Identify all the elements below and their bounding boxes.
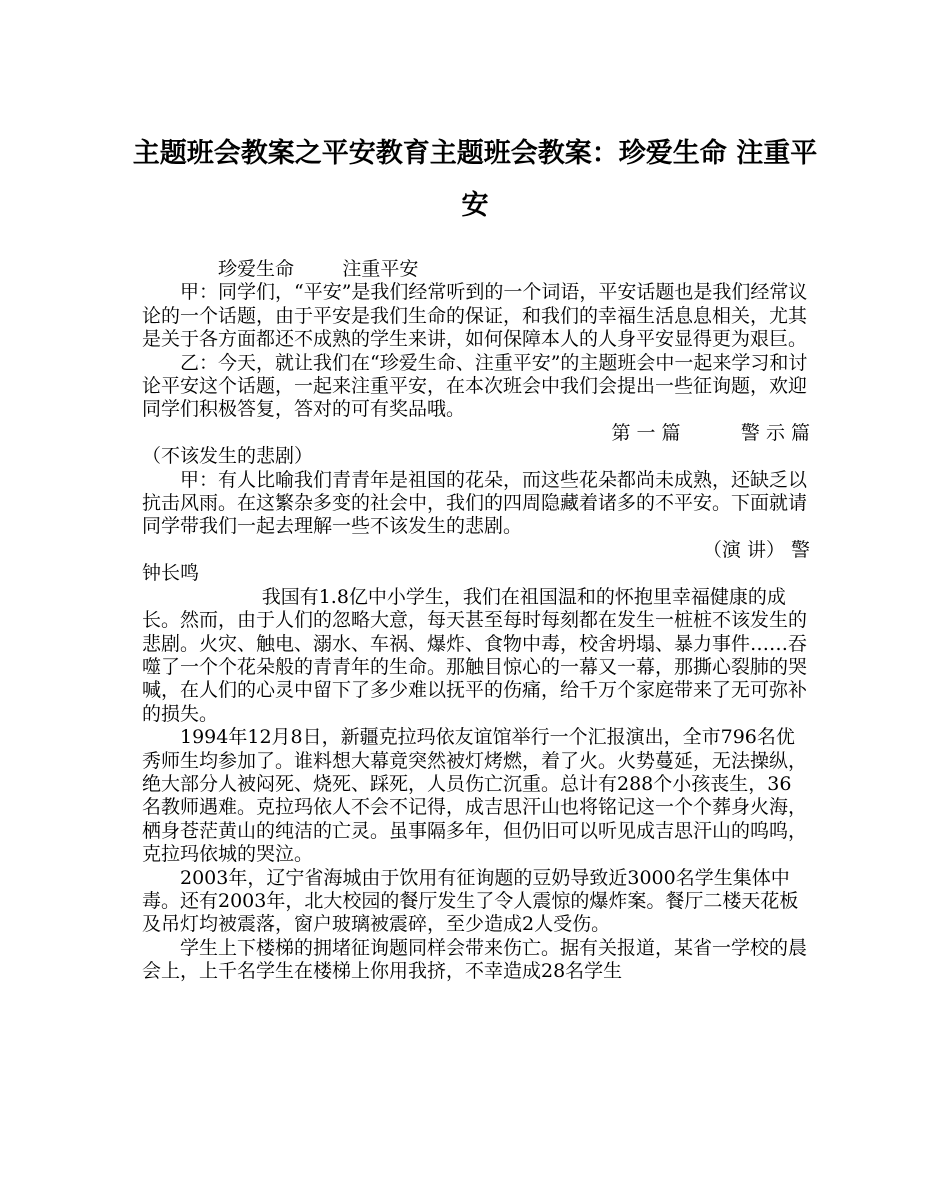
paragraph-intro-a: 甲：同学们，“平安”是我们经常听到的一个词语，平安话题也是我们经常议论的一个话题，由于平安是我们生命的保证，和我们的幸福生活息息相关，尤其是关于各方面都还不成熟的学生来讲，如何保障本人的人身平安显得更为艰巨。 [142, 281, 808, 351]
paragraph-karamay-fire: 1994年12月8日，新疆克拉玛依友谊馆举行一个汇报演出，全市796名优秀师生均参加了。谁料想大幕竟突然被灯烤燃，着了火。火势蔓延，无法操纵，绝大部分人被闷死、烧死、踩死，人员伤亡沉重。总计有288个小孩丧生，36名教师遇难。克拉玛依人不会不记得，成吉思汗山也将铭记这一个个葬身火海，栖身苍茫黄山的纯洁的亡灵。虽事隔多年，但仍旧可以听见成吉思汗山的呜呜，克拉玛依城的哭泣。 [142, 726, 808, 866]
speech-label: （演 讲） 警 [702, 538, 810, 561]
paragraph-speech-opening: 我国有1.8亿中小学生，我们在祖国温和的怀抱里幸福健康的成长。然而，由于人们的忽略大意，每天甚至每时每刻都在发生一桩桩不该发生的悲剧。火灾、触电、溺水、车祸、爆炸、食物中毒，校舍坍塌、暴力事件……吞噬了一个个花朵般的青青年的生命。那触目惊心的一幕又一幕，那撕心裂肺的哭喊，在人们的心灵中留下了多少难以抚平的伤痛，给千万个家庭带来了无可弥补的损失。 [142, 585, 808, 725]
paragraph-poisoning-explosion: 2003年，辽宁省海城由于饮用有征询题的豆奶导致近3000名学生集体中毒。还有2003年，北大校园的餐厅发生了令人震惊的爆炸案。餐厅二楼天花板及吊灯均被震落，窗户玻璃被震碎，至少造成2人受伤。 [142, 866, 799, 936]
subtitle: 珍爱生命 注重平安 [218, 258, 419, 280]
paragraph-intro-b: 乙：今天，就让我们在“珍爱生命、注重平安”的主题班会中一起来学习和讨论平安这个话题，一起来注重平安，在本次班会中我们会提出一些征询题，欢迎同学们积极答复，答对的可有奖品哦。 [142, 351, 808, 421]
paragraph-section-intro: 甲：有人比喻我们青青年是祖国的花朵，而这些花朵都尚未成熟，还缺乏以抗击风雨。在这繁杂多变的社会中，我们的四周隐藏着诸多的不平安。下面就请同学带我们一起去理解一些不该发生的悲剧。 [142, 468, 808, 538]
speech-title-end: 钟长鸣 [142, 562, 200, 585]
paragraph-stair-crowding: 学生上下楼梯的拥堵征询题同样会带来伤亡。据有关报道，某省一学校的晨会上，上千名学生在楼梯上你用我挤，不幸造成28名学生 [142, 936, 808, 983]
document-body [142, 258, 810, 984]
document-title: 主题班会教案之平安教育主题班会教案：珍爱生命 注重平安 [132, 138, 818, 221]
section-heading: 第 一 篇 警 示 篇 [611, 421, 810, 444]
section-subheading: （不该发生的悲剧） [142, 445, 314, 468]
